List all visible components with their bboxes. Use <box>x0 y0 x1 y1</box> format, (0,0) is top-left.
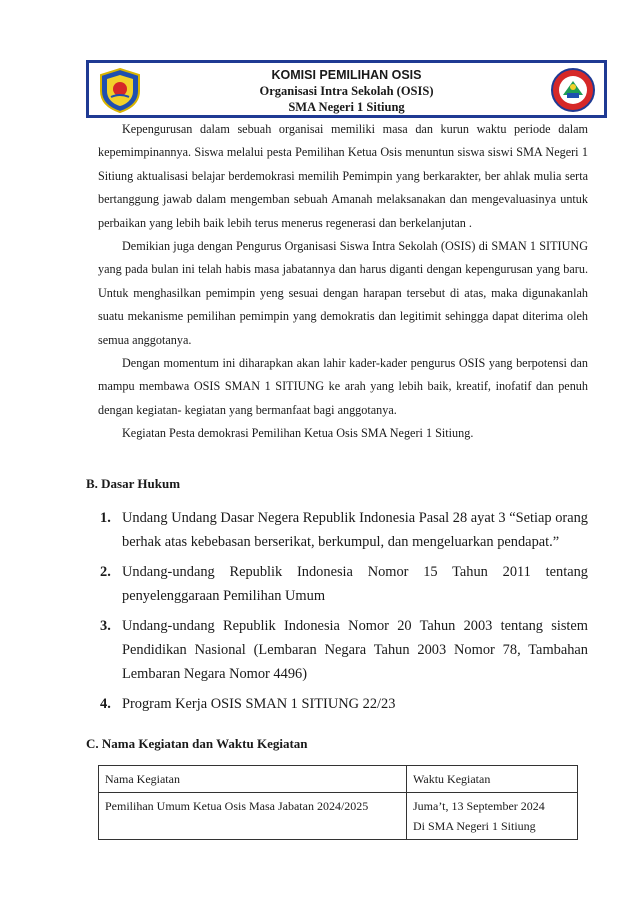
paragraph: Kepengurusan dalam sebuah organisai memiliki masa dan kurun waktu periode dalam kepemimpinannya. Siswa melalui pesta Pemilihan Ketua Osis menuntun siswa siswi SMA Negeri 1 Sitiung aktualisasi belajar berdemokrasi memilih Pemimpin yang berkarakter, ber ahlak mulia serta bertanggung jawab dalam mengemban sebuah Amanah melaksanakan dan mengevaluasinya untuk perbaikan yang lebih baik lebih terus menerus regenerasi dan berkelanjutan . <box>98 122 588 230</box>
section-b-title: B. Dasar Hukum <box>86 476 181 491</box>
osis-emblem-icon <box>97 67 143 113</box>
paragraph: Demikian juga dengan Pengurus Organisasi Siswa Intra Sekolah (OSIS) di SMAN 1 SITIUNG yang pada bulan ini telah habis masa jabatannya dan harus diganti dengan kepengurusan yang baru. Untuk menghasilkan pemimpin yeng sesuai dengan harapan tersebut di atas, maka digunakanlah suatu mekanisme pemilihan pemimpin yang demokratis dan legitimit sehingga dapat diterima oleh semua anggotanya. <box>98 239 588 347</box>
school-name: SMA Negeri 1 Sitiung <box>288 100 405 114</box>
item-number: 4. <box>100 696 111 712</box>
item-text: Undang-undang Republik Indonesia Nomor 20 Tahun 2003 tentang sistem Pendidikan Nasional (Lembaran Negara Tahun 2003 Nomor 78, Tambahan Lembaran Negara Nomor 4496) <box>122 618 588 682</box>
letterhead-text <box>149 67 544 115</box>
paragraph: Dengan momentum ini diharapkan akan lahir kader-kader pengurus OSIS yang berpotensi dan mampu membawa OSIS SMAN 1 SITIUNG ke arah yang lebih baik, kreatif, inofatif dan penuh dengan kegiatan- kegiatan yang bermanfaat bagi anggotanya. <box>98 356 588 417</box>
item-text: Undang Undang Dasar Negera Republik Indonesia Pasal 28 ayat 3 “Setiap orang berhak atas kebebasan berserikat, berkumpul, dan mengeluarkan pendapat.” <box>122 510 588 550</box>
committee-title: KOMISI PEMILIHAN OSIS <box>271 68 422 82</box>
organization-name: Organisasi Intra Sekolah (OSIS) <box>259 84 434 98</box>
item-text: Program Kerja OSIS SMAN 1 SITIUNG 22/23 <box>122 696 396 712</box>
paragraph: Kegiatan Pesta demokrasi Pemilihan Ketua Osis SMA Negeri 1 Sitiung. <box>122 426 474 441</box>
activity-table <box>98 765 578 840</box>
table-header-row <box>99 766 578 793</box>
header-cell-waktu: Waktu Kegiatan <box>407 766 578 793</box>
table-row <box>99 793 578 840</box>
item-number: 1. <box>100 510 111 526</box>
waktu-date: Juma’t, 13 September 2024 <box>413 799 545 813</box>
letterhead <box>86 60 607 118</box>
header-cell-nama: Nama Kegiatan <box>99 766 407 793</box>
section-c-title: C. Nama Kegiatan dan Waktu Kegiatan <box>86 736 308 751</box>
item-text: Undang-undang Republik Indonesia Nomor 15 Tahun 2011 tentang penyelenggaraan Pemilihan Umum <box>122 564 588 604</box>
background-section <box>98 118 588 446</box>
waktu-place: Di SMA Negeri 1 Sitiung <box>413 819 536 833</box>
cell-waktu-kegiatan <box>407 793 578 840</box>
list-item <box>100 692 588 716</box>
school-emblem-icon <box>550 67 596 113</box>
cell-nama-kegiatan: Pemilihan Umum Ketua Osis Masa Jabatan 2024/2025 <box>99 793 407 840</box>
legal-basis-list <box>100 506 588 722</box>
item-number: 2. <box>100 564 111 580</box>
item-number: 3. <box>100 618 111 634</box>
list-item <box>100 614 588 686</box>
list-item <box>100 506 588 554</box>
list-item <box>100 560 588 608</box>
